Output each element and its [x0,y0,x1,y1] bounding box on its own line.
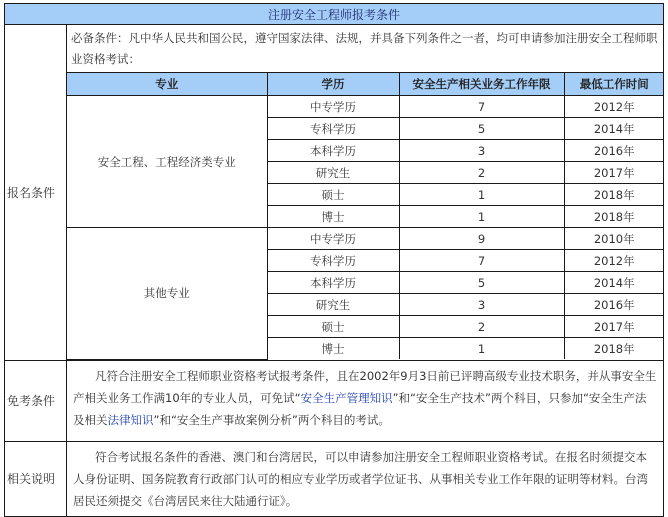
link-legal-knowledge[interactable]: 法律知识 [107,412,154,427]
time-cell: 2017年 [564,316,664,338]
years-cell: 7 [399,250,564,272]
years-cell: 5 [399,272,564,294]
time-cell: 2016年 [564,294,664,316]
exemption-body [67,360,664,441]
exemption-text-part-1: 凡符合注册安全工程师职业资格考试报考条件，且在2002年9月3日前已评聘高级专业技术职务，并从事安全生产相关业务工作满10年的专业人员，可免试“ [73,368,657,405]
education-cell: 中专学历 [267,96,399,118]
years-cell: 3 [399,140,564,162]
registration-intro: 必备条件：凡中华人民共和国公民，遵守国家法律、法规，并具备下列条件之一者，均可申请参加注册安全工程师职业资格考试： [71,31,658,66]
registration-label: 报名条件 [5,25,67,361]
time-cell: 2018年 [564,338,664,360]
exam-conditions-table [4,3,664,517]
education-cell: 本科学历 [267,272,399,294]
major-other: 其他专业 [67,228,267,360]
time-cell: 2012年 [564,96,664,118]
registration-body [67,25,664,361]
time-cell: 2016年 [564,140,664,162]
table-row [67,96,664,118]
time-cell: 2017年 [564,162,664,184]
link-safety-management-knowledge[interactable]: 安全生产管理知识 [300,390,393,405]
header-major: 专业 [67,73,267,96]
major-safety-engineering: 安全工程、工程经济类专业 [67,96,267,228]
education-cell: 本科学历 [267,140,399,162]
time-cell: 2014年 [564,272,664,294]
notes-body [67,441,664,516]
notes-text [67,442,663,516]
education-cell: 硕士 [267,184,399,206]
table-title: 注册安全工程师报考条件 [5,4,664,25]
education-cell: 专科学历 [267,118,399,140]
exemption-text [67,361,663,435]
exemption-label: 免考条件 [5,360,67,441]
requirements-table [67,72,664,360]
exemption-section [5,360,664,441]
education-cell: 博士 [267,206,399,228]
years-cell: 2 [399,316,564,338]
header-education: 学历 [267,73,399,96]
education-cell: 中专学历 [267,228,399,250]
years-cell: 5 [399,118,564,140]
years-cell: 1 [399,338,564,360]
time-cell: 2018年 [564,184,664,206]
exemption-text-part-3: ”和“安全生产事故案例分析”两个科目的考试。 [153,412,390,427]
requirements-header-row [67,73,664,96]
exam-conditions-table-wrapper [4,3,663,517]
header-years: 安全生产相关业务工作年限 [399,73,564,96]
years-cell: 2 [399,162,564,184]
time-cell: 2014年 [564,118,664,140]
education-cell: 硕士 [267,316,399,338]
registration-section [5,25,664,361]
years-cell: 1 [399,184,564,206]
notes-label: 相关说明 [5,441,67,516]
years-cell: 1 [399,206,564,228]
header-min-time: 最低工作时间 [564,73,664,96]
years-cell: 9 [399,228,564,250]
notes-section [5,441,664,516]
time-cell: 2010年 [564,228,664,250]
education-cell: 专科学历 [267,250,399,272]
time-cell: 2018年 [564,206,664,228]
title-row [5,4,664,25]
years-cell: 3 [399,294,564,316]
time-cell: 2012年 [564,250,664,272]
education-cell: 研究生 [267,294,399,316]
notes-text-content: 符合考试报名条件的香港、澳门和台湾居民，可以申请参加注册安全工程师职业资格考试。在报名时须提交本人身份证明、国务院教育行政部门认可的相应专业学历或者学位证书、从事相关专业工作年限的证明等材料。台湾居民还须提交《台湾居民来往大陆通行证》。 [73,449,648,508]
education-cell: 博士 [267,338,399,360]
education-cell: 研究生 [267,162,399,184]
table-row [67,228,664,250]
exemption-text-part-2: ”和“安全生产技术”两个科目，只参加“安全生产法及相关 [73,390,647,427]
years-cell: 7 [399,96,564,118]
